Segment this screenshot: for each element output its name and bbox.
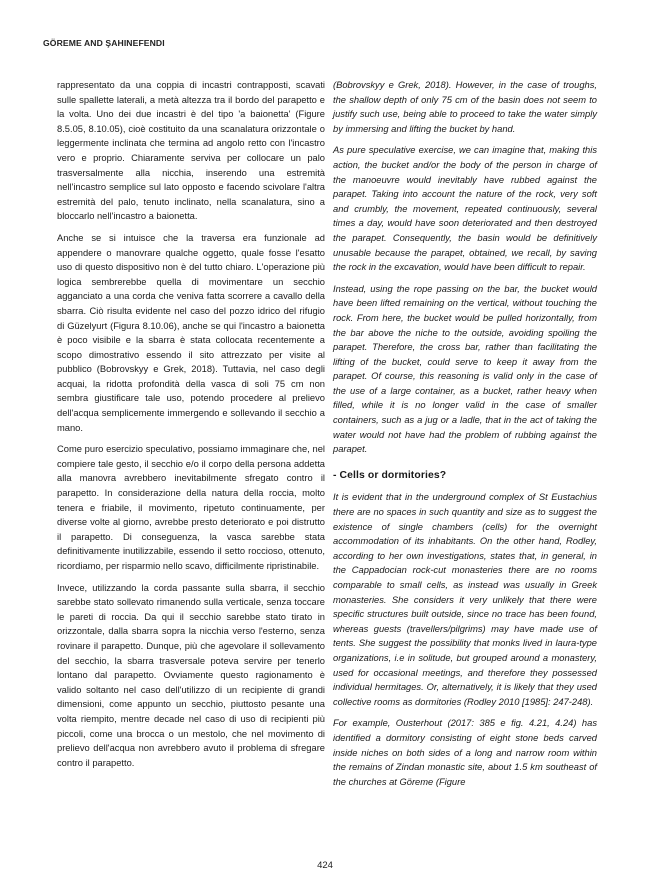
- right-paragraph-4: It is evident that in the underground complex of St Eustachius there are no spaces in such quantity and size as to suggest the existence of single chambers (cells) for the overnight accommodation of its inhabitants. On the other hand, Rodley, according to her own investigations, states that, in general, in the Cappadocian rock-cut monasteries there are no rooms comparable to small cells, as instead was usually in Greek monasteries. She considers it very unlikely that there were specific structures built outside, since no trace has been found, whereas guests (travellers/pilgrims) may have made use of tents. She suggest the possibility that monks lived in laura-type organizations, i.e in solitude, but grouped around a monastery, used for occasional meetings, and therefore they possessed individual hermitages. Or, alternatively, it is likely that they used collective rooms as dormitories (Rodley 2010 [1985]: 247-248).: [333, 492, 597, 707]
- left-paragraph-2: Anche se si intuisce che la traversa era funzionale ad appendere o manovrare qualche oggetto, quale fosse l'esatto uso di questo dispositivo non è del tutto chiaro. L'operazione più logica sembrerebbe quella di movimentare un secchio agganciato a una corda che veniva fatta scorrere a cavallo della sbarra. Ciò risulta evidente nel caso del pozzo idrico del rifugio di Güzelyurt (Figura 8.10.06), anche se qui l'incastro a baionetta è poco visibile e la sbarra è stata collocata recentemente a scopo dimostrativo essendo il sito attrezzato per visite al pubblico (Bobrovskyy e Grek, 2018). Tuttavia, nel caso degli acquai, la ridotta profondità della vasca di soli 75 cm non sembra giustificare tale uso, potendo procedere al prelievo dell'acqua semplicemente immergendo e sollevando il secchio a mano.: [57, 232, 325, 433]
- left-paragraph-1: rappresentato da una coppia di incastri contrapposti, scavati sulle spallette laterali, a metà altezza tra il bordo del parapetto e la volta. Uno dei due incastri è del tipo 'a baionetta' (Figure 8.5.05, 8.10.05), cioè costituito da una scanalatura orizzontale o leggermente inclinata che termina ad angolo retto con l'incastro vero e proprio. Chiaramente serviva per collocare un palo trasversalmente alla nicchia, inserendo una estremità nell'incastro semplice sul lato opposto e facendo scivolare l'altra estremità del palo, tenuto inclinato, nella scanalatura, sino a bloccarlo nell'incastro a baionetta.: [57, 80, 325, 222]
- right-column: [333, 78, 597, 796]
- section-heading: - Cells or dormitories?: [333, 469, 447, 481]
- left-paragraph-3: Come puro esercizio speculativo, possiamo immaginare che, nel compiere tale gesto, il secchio e/o il corpo della persona addetta alla manovra avrebbero inevitabilmente sfregato contro il parapetto. In considerazione della natura della roccia, molto tenera e friabile, il movimento, ripetuto continuamente, per diverse volte al giorno, avrebbe presto deteriorato e poi distrutto il parapetto. Di conseguenza, la vasca sarebbe stata definitivamente inutilizzabile, essendo il setto roccioso, ottenuto, ricordiamo, per risparmio nello scavo, difficilmente ripristinabile.: [57, 444, 325, 571]
- right-paragraph-3: Instead, using the rope passing on the bar, the bucket would have been lifted remaining on the vertical, without touching the rock. From here, the bucket would be pulled horizontally, from the bar above the niche to the outside, avoiding spoiling the parapet. Therefore, the cross bar, rather than facilitating the lifting of the bucket, could serve to keep it away from the parapet. Of course, this reasoning is valid only in the case of the use of a large container, as a bucket, rather heavy when filled, while it is no longer valid in the case of smaller containers, such as a jug or a ladle, that in the act of taking the water would not have had the problem of rubbing against the parapet.: [333, 283, 597, 455]
- left-column: [57, 78, 325, 777]
- left-paragraph-4: Invece, utilizzando la corda passante sulla sbarra, il secchio sarebbe stato sollevato rimanendo sulla verticale, senza toccare le pareti di roccia. Da qui il secchio sarebbe stato tirato in orizzontale, dalla sbarra sopra la nicchia verso l'esterno, senza rovinare il parapetto. Dunque, più che agevolare il sollevamento del secchio, la sbarra trasversale poteva servire per tenerlo lontano dal parapetto. Ovviamente questo ragionamento è valido soltanto nel caso dell'utilizzo di un recipiente di grandi dimensioni, come appunto un secchio, piuttosto pesante una volta riempito, mentre decade nel caso di uso di recipienti più piccoli, come una brocca o un mestolo, che nel movimento di prelievo dell'acqua non avrebbero avuto il problema di sfregare contro il parapetto.: [57, 582, 325, 768]
- right-paragraph-1: (Bobrovskyy e Grek, 2018). However, in the case of troughs, the shallow depth of only 75 cm of the basin does not seem to justify such use, being able to proceed to take the water simply by immersing and lifting the bucket by hand.: [333, 80, 597, 134]
- right-paragraph-5: For example, Ousterhout (2017: 385 e fig. 4.21, 4.24) has identified a dormitory consisting of eight stone beds carved inside niches on both sides of a long and narrow room within the remains of Zindan monastic site, about 1.5 km southeast of the churches at Göreme (Figure: [333, 718, 597, 787]
- running-head: GÖREME AND ŞAHINEFENDI: [43, 38, 165, 48]
- right-paragraph-2: As pure speculative exercise, we can imagine that, making this action, the bucket and/or the body of the person in charge of the manoeuvre would inevitably have rubbed against the parapet. Taking into account the nature of the rock, very soft and crumbly, the movement, repeated continuously, several times a day, would have soon deteriorated and then destroyed the parapet. Consequently, the basin would be definitively unusable because the parapet, obtained, we recall, by saving the rock in the excavation, would have been difficult to repair.: [333, 145, 597, 273]
- page-number: 424: [317, 860, 333, 871]
